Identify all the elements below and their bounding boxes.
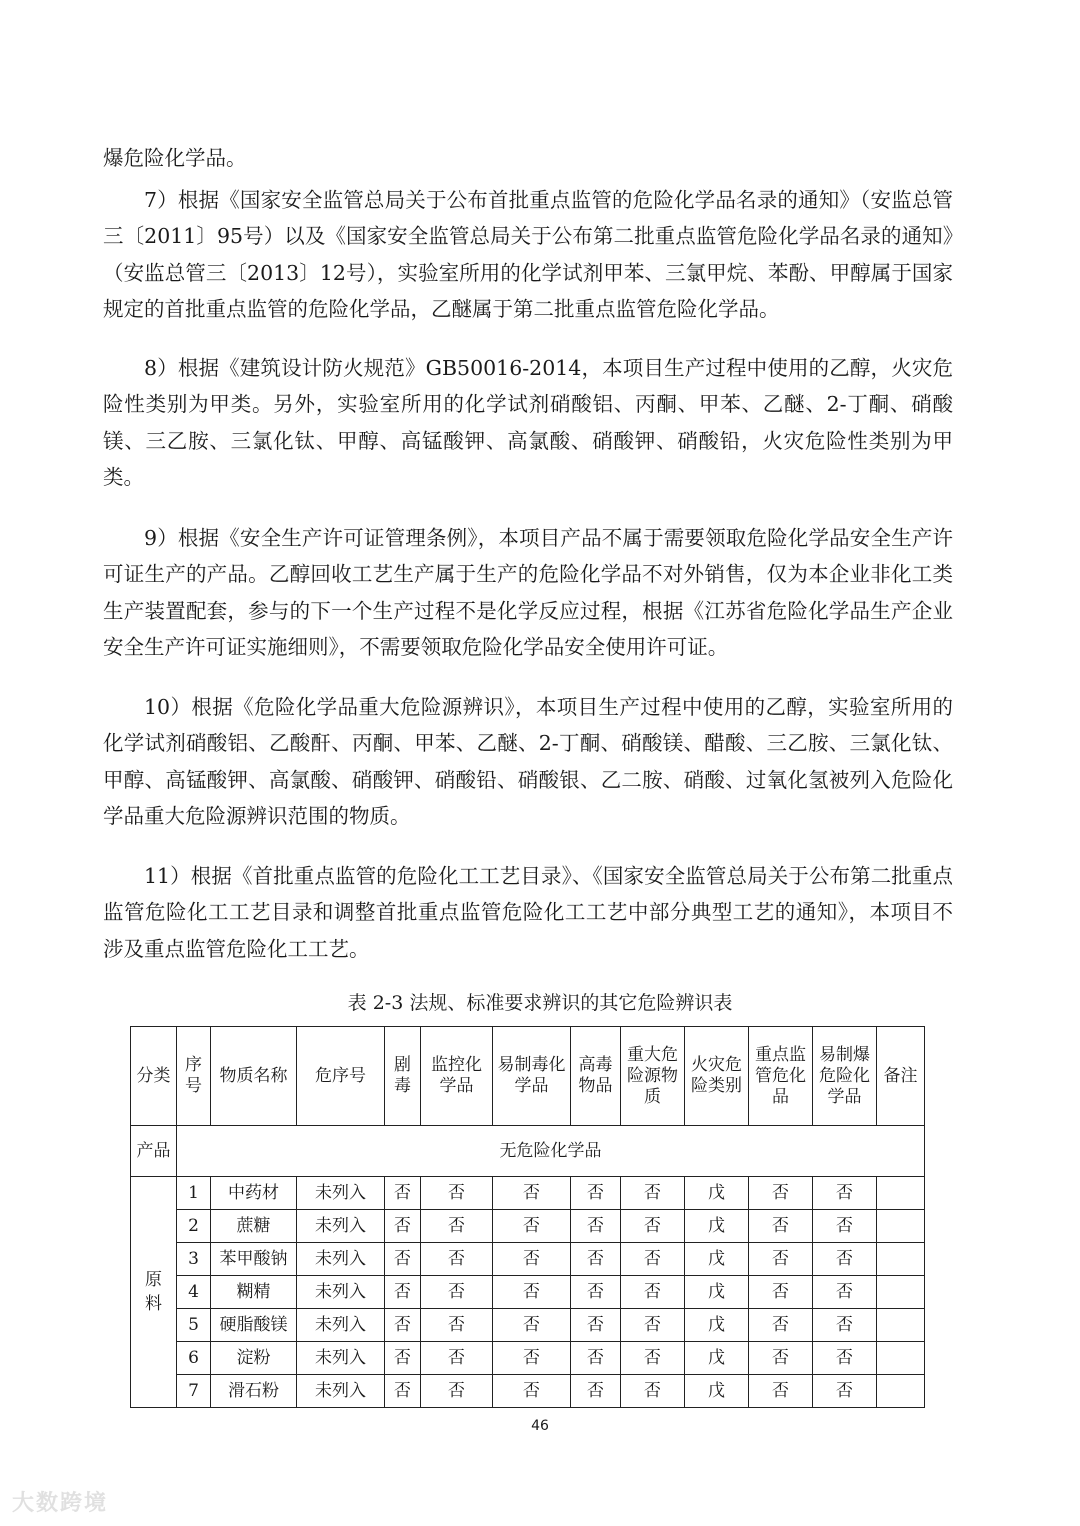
cell-high-toxicity: 否 <box>571 1375 621 1408</box>
cell-index: 2 <box>177 1210 211 1243</box>
table-row <box>131 1177 925 1210</box>
category-product: 产品 <box>131 1126 177 1177</box>
cell-index: 3 <box>177 1243 211 1276</box>
header-substance-name: 物质名称 <box>211 1027 297 1126</box>
cell-monitored-chemical: 否 <box>421 1375 493 1408</box>
cell-explosive-precursor: 否 <box>813 1375 877 1408</box>
cell-hazard-number: 未列入 <box>297 1375 385 1408</box>
cell-key-supervised: 否 <box>749 1276 813 1309</box>
cell-key-supervised: 否 <box>749 1210 813 1243</box>
cell-index: 7 <box>177 1375 211 1408</box>
cell-monitored-chemical: 否 <box>421 1243 493 1276</box>
cell-index: 5 <box>177 1309 211 1342</box>
cell-fire-hazard-class: 戊 <box>685 1243 749 1276</box>
product-row <box>131 1126 925 1177</box>
header-hazard-number: 危序号 <box>297 1027 385 1126</box>
cell-substance-name: 滑石粉 <box>211 1375 297 1408</box>
cell-substance-name: 苯甲酸钠 <box>211 1243 297 1276</box>
cell-explosive-precursor: 否 <box>813 1177 877 1210</box>
cell-hazard-number: 未列入 <box>297 1309 385 1342</box>
cell-substance-name: 硬脂酸镁 <box>211 1309 297 1342</box>
table-row <box>131 1210 925 1243</box>
cell-major-hazard-source: 否 <box>621 1309 685 1342</box>
cell-index: 4 <box>177 1276 211 1309</box>
cell-substance-name: 蔗糖 <box>211 1210 297 1243</box>
cell-index: 1 <box>177 1177 211 1210</box>
cell-monitored-chemical: 否 <box>421 1210 493 1243</box>
cell-high-toxicity: 否 <box>571 1309 621 1342</box>
header-major-hazard-source: 重大危险源物质 <box>621 1027 685 1126</box>
cell-precursor-chemical: 否 <box>493 1210 571 1243</box>
header-precursor-chemical: 易制毒化学品 <box>493 1027 571 1126</box>
table-row <box>131 1276 925 1309</box>
cell-major-hazard-source: 否 <box>621 1177 685 1210</box>
cell-substance-name: 中药材 <box>211 1177 297 1210</box>
paragraph-item-8: 8）根据《建筑设计防火规范》GB50016-2014，本项目生产过程中使用的乙醇，火灾危险性类别为甲类。另外，实验室所用的化学试剂硝酸铝、丙酮、甲苯、乙醚、2-丁酮、硝酸镁、三乙胺、三氯化钛、甲醇、高锰酸钾、高氯酸、硝酸钾、硝酸铅，火灾危险性类别为甲类。 <box>103 356 953 489</box>
cell-major-hazard-source: 否 <box>621 1276 685 1309</box>
cell-hazard-number: 未列入 <box>297 1276 385 1309</box>
table-row <box>131 1375 925 1408</box>
cell-highly-toxic: 否 <box>385 1375 421 1408</box>
paragraph-item-9: 9）根据《安全生产许可证管理条例》，本项目产品不属于需要领取危险化学品安全生产许可证生产的产品。乙醇回收工艺生产属于生产的危险化学品不对外销售，仅为本企业非化工类生产装置配套，参与的下一个生产过程不是化学反应过程，根据《江苏省危险化学品生产企业安全生产许可证实施细则》，不需要领取危险化学品安全使用许可证。 <box>103 526 953 659</box>
cell-hazard-number: 未列入 <box>297 1243 385 1276</box>
cell-major-hazard-source: 否 <box>621 1210 685 1243</box>
cell-monitored-chemical: 否 <box>421 1342 493 1375</box>
cell-major-hazard-source: 否 <box>621 1243 685 1276</box>
cell-remarks <box>877 1243 925 1276</box>
paragraph-continuation: 爆危险化学品。 <box>103 146 247 170</box>
cell-highly-toxic: 否 <box>385 1309 421 1342</box>
cell-explosive-precursor: 否 <box>813 1243 877 1276</box>
cell-monitored-chemical: 否 <box>421 1276 493 1309</box>
cell-remarks <box>877 1276 925 1309</box>
table-caption: 表 2-3 法规、标准要求辨识的其它危险辨识表 <box>347 992 733 1014</box>
page-number: 46 <box>531 1418 549 1434</box>
cell-key-supervised: 否 <box>749 1309 813 1342</box>
cell-major-hazard-source: 否 <box>621 1375 685 1408</box>
cell-major-hazard-source: 否 <box>621 1342 685 1375</box>
cell-remarks <box>877 1177 925 1210</box>
cell-precursor-chemical: 否 <box>493 1276 571 1309</box>
table-header-row <box>131 1027 925 1126</box>
header-category: 分类 <box>131 1027 177 1126</box>
category-material: 原料 <box>131 1177 177 1408</box>
cell-hazard-number: 未列入 <box>297 1342 385 1375</box>
cell-fire-hazard-class: 戊 <box>685 1210 749 1243</box>
header-key-supervised: 重点监管危化品 <box>749 1027 813 1126</box>
cell-explosive-precursor: 否 <box>813 1210 877 1243</box>
watermark-logo: 大数跨境 <box>12 1491 109 1516</box>
cell-remarks <box>877 1342 925 1375</box>
cell-explosive-precursor: 否 <box>813 1342 877 1375</box>
cell-remarks <box>877 1309 925 1342</box>
cell-highly-toxic: 否 <box>385 1243 421 1276</box>
header-index: 序号 <box>177 1027 211 1126</box>
product-note: 无危险化学品 <box>177 1126 925 1177</box>
table-row <box>131 1243 925 1276</box>
cell-high-toxicity: 否 <box>571 1210 621 1243</box>
cell-explosive-precursor: 否 <box>813 1309 877 1342</box>
cell-precursor-chemical: 否 <box>493 1243 571 1276</box>
cell-key-supervised: 否 <box>749 1243 813 1276</box>
cell-precursor-chemical: 否 <box>493 1177 571 1210</box>
hazard-identification-table <box>130 1026 925 1408</box>
cell-highly-toxic: 否 <box>385 1342 421 1375</box>
header-highly-toxic: 剧毒 <box>385 1027 421 1126</box>
cell-key-supervised: 否 <box>749 1177 813 1210</box>
cell-remarks <box>877 1375 925 1408</box>
paragraph-item-7: 7）根据《国家安全监管总局关于公布首批重点监管的危险化学品名录的通知》（安监总管三〔2011〕95号）以及《国家安全监管总局关于公布第二批重点监管危险化学品名录的通知》（安监总管三〔2013〕12号），实验室所用的化学试剂甲苯、三氯甲烷、苯酚、甲醇属于国家规定的首批重点监管的危险化学品，乙醚属于第二批重点监管危险化学品。 <box>103 188 953 321</box>
cell-index: 6 <box>177 1342 211 1375</box>
cell-highly-toxic: 否 <box>385 1276 421 1309</box>
cell-fire-hazard-class: 戊 <box>685 1342 749 1375</box>
header-explosive-precursor: 易制爆危险化学品 <box>813 1027 877 1126</box>
cell-explosive-precursor: 否 <box>813 1276 877 1309</box>
cell-fire-hazard-class: 戊 <box>685 1309 749 1342</box>
paragraph-item-10: 10）根据《危险化学品重大危险源辨识》，本项目生产过程中使用的乙醇，实验室所用的化学试剂硝酸铝、乙酸酐、丙酮、甲苯、乙醚、2-丁酮、硝酸镁、醋酸、三乙胺、三氯化钛、甲醇、高锰酸钾、高氯酸、硝酸钾、硝酸铅、硝酸银、乙二胺、硝酸、过氧化氢被列入危险化学品重大危险源辨识范围的物质。 <box>103 695 953 828</box>
cell-hazard-number: 未列入 <box>297 1210 385 1243</box>
cell-precursor-chemical: 否 <box>493 1375 571 1408</box>
cell-highly-toxic: 否 <box>385 1177 421 1210</box>
cell-monitored-chemical: 否 <box>421 1177 493 1210</box>
paragraph-item-11: 11）根据《首批重点监管的危险化工工艺目录》、《国家安全监管总局关于公布第二批重点监管危险化工工艺目录和调整首批重点监管危险化工工艺中部分典型工艺的通知》，本项目不涉及重点监管危险化工工艺。 <box>103 864 953 961</box>
table-row <box>131 1309 925 1342</box>
cell-key-supervised: 否 <box>749 1342 813 1375</box>
cell-high-toxicity: 否 <box>571 1243 621 1276</box>
header-monitored-chemical: 监控化学品 <box>421 1027 493 1126</box>
cell-fire-hazard-class: 戊 <box>685 1375 749 1408</box>
cell-substance-name: 淀粉 <box>211 1342 297 1375</box>
cell-key-supervised: 否 <box>749 1375 813 1408</box>
cell-substance-name: 糊精 <box>211 1276 297 1309</box>
cell-high-toxicity: 否 <box>571 1342 621 1375</box>
cell-high-toxicity: 否 <box>571 1276 621 1309</box>
cell-fire-hazard-class: 戊 <box>685 1177 749 1210</box>
cell-precursor-chemical: 否 <box>493 1342 571 1375</box>
header-high-toxicity: 高毒物品 <box>571 1027 621 1126</box>
table-row <box>131 1342 925 1375</box>
cell-high-toxicity: 否 <box>571 1177 621 1210</box>
cell-remarks <box>877 1210 925 1243</box>
cell-fire-hazard-class: 戊 <box>685 1276 749 1309</box>
header-remarks: 备注 <box>877 1027 925 1126</box>
cell-hazard-number: 未列入 <box>297 1177 385 1210</box>
cell-precursor-chemical: 否 <box>493 1309 571 1342</box>
cell-highly-toxic: 否 <box>385 1210 421 1243</box>
cell-monitored-chemical: 否 <box>421 1309 493 1342</box>
header-fire-hazard-class: 火灾危险类别 <box>685 1027 749 1126</box>
